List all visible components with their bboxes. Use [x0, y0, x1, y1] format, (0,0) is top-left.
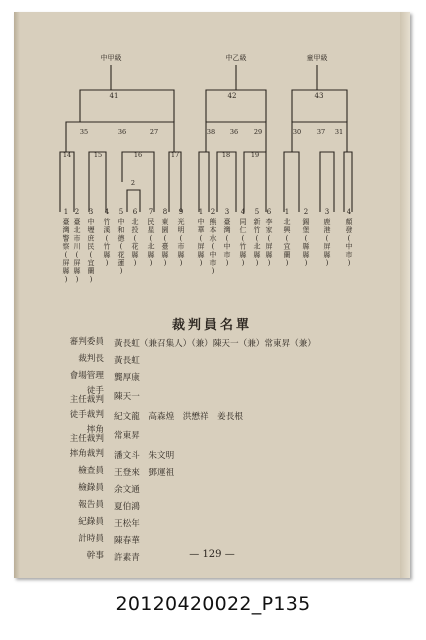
entry-name-char: 中 — [345, 242, 353, 251]
bracket-line — [244, 152, 266, 212]
page-number: — 129 — — [189, 549, 235, 560]
bracket-line — [169, 152, 181, 212]
entry-name-char: ) — [64, 275, 68, 284]
entry-name-char: 顏 — [345, 218, 353, 226]
bracket-line — [284, 152, 299, 212]
entry-name-char: ) — [105, 259, 109, 267]
official-role: 檢查員 — [78, 466, 104, 476]
entry-number: 6 — [266, 208, 272, 216]
entry-name-char: 縣 — [302, 250, 310, 259]
entry-number: 1 — [63, 208, 69, 216]
official-names: 許素青 — [114, 552, 140, 563]
entry-name-char: 臺 — [161, 242, 169, 251]
entry-name-char: 縣 — [302, 242, 310, 251]
entry-name-char: 興 — [283, 226, 291, 235]
entry-number: 3 — [324, 208, 330, 216]
official-row — [46, 480, 406, 497]
official-names: 潘文斗 朱文明 — [114, 450, 175, 461]
entry-number: 4 — [104, 208, 110, 216]
entry-name-char: 市 — [209, 259, 217, 267]
bracket-group-label: 中甲級 — [100, 54, 122, 62]
entry-number: 5 — [254, 208, 260, 216]
entry-name-char: ( — [133, 234, 137, 243]
official-role: 計時員 — [78, 534, 104, 544]
bracket-game-number: 27 — [149, 128, 159, 136]
entry-name-char: ( — [347, 234, 351, 243]
entry-name-char: ) — [89, 275, 93, 284]
entry-name-char: 錫 — [302, 218, 310, 226]
entry-name-char: 蘭 — [283, 250, 291, 259]
entry-name-char: 蘭 — [87, 267, 95, 276]
entry-name-char: 德 — [117, 234, 125, 243]
official-role: 幹事 — [86, 551, 104, 561]
official-role: 紀錄員 — [78, 517, 104, 527]
entry-name-char: 臺 — [223, 218, 231, 226]
entry-name-char: 仁 — [239, 226, 247, 235]
entry-name-char: 川 — [73, 242, 81, 251]
official-role: 徒手裁判 — [69, 410, 104, 420]
entry-name-char: ) — [211, 267, 215, 276]
official-role: 審判委員 — [69, 337, 104, 347]
entry-name-char: ( — [267, 234, 271, 243]
official-row — [46, 385, 406, 407]
entry-name-char: 花 — [117, 250, 125, 259]
entry-name-char: 中 — [223, 242, 231, 251]
official-row — [46, 424, 406, 446]
entry-name-char: 縣 — [73, 267, 81, 276]
bracket-line — [199, 152, 209, 212]
entry-name-char: 蓮 — [117, 259, 125, 267]
entry-name-char: ) — [304, 259, 308, 267]
entry-name-char: 北 — [253, 242, 261, 251]
entry-name-char: 竹 — [103, 242, 111, 251]
entry-number: 4 — [346, 208, 352, 216]
entry-name-char: ( — [304, 234, 308, 243]
entry-name-char: 縣 — [323, 250, 331, 259]
official-row — [46, 351, 406, 368]
entry-number: 3 — [224, 208, 230, 216]
official-row — [46, 407, 406, 424]
entry-name-char: 市 — [73, 234, 81, 243]
official-row — [46, 514, 406, 531]
entry-name-char: 北 — [283, 218, 291, 226]
official-names: 黃長虹 — [114, 355, 140, 366]
entry-name-char: 東 — [161, 218, 169, 226]
entry-number: 2 — [74, 208, 80, 216]
entry-name-char: 中 — [197, 218, 205, 226]
entry-name-char: ( — [89, 250, 93, 259]
entry-name-char: 縣 — [197, 250, 205, 259]
entry-name-char: 竹 — [239, 242, 247, 251]
entry-name-char: ) — [285, 259, 289, 267]
entry-name-char: ( — [163, 234, 167, 243]
official-role: 徒手 主任裁判 — [69, 386, 104, 405]
entry-name-char: 竹 — [253, 226, 261, 235]
entry-name-char: 家 — [265, 226, 273, 235]
entry-name-char: ( — [241, 234, 245, 243]
official-row — [46, 446, 406, 463]
entry-number: 2 — [210, 208, 216, 216]
entry-name-char: 警 — [62, 234, 70, 243]
entry-name-char: 市 — [223, 250, 231, 259]
bracket-game-number: 42 — [227, 92, 237, 100]
entry-name-char: 民 — [147, 218, 155, 226]
bracket-game-number: 43 — [314, 92, 324, 100]
entry-name-char: 市 — [177, 242, 185, 251]
entry-number: 1 — [198, 208, 204, 216]
officials-list — [46, 334, 406, 565]
entry-name-char: 水 — [209, 234, 217, 243]
official-names: 常東昇 — [114, 431, 140, 441]
entry-name-char: 中 — [117, 218, 125, 226]
entry-name-char: 本 — [209, 226, 217, 235]
entry-number: 6 — [132, 208, 138, 216]
entry-name-char: ( — [64, 250, 68, 259]
entry-name-char: ( — [179, 234, 183, 243]
entry-name-char: 縣 — [62, 267, 70, 276]
entry-name-char: 投 — [131, 226, 139, 235]
bracket-game-number: 41 — [109, 92, 119, 100]
bracket-line — [89, 152, 106, 212]
entry-name-char: 民 — [87, 242, 95, 251]
entry-name-char: 花 — [131, 242, 139, 251]
official-names: 紀文龍 高森煌 洪懋祥 姜長根 — [114, 411, 243, 422]
bracket-game-number: 17 — [170, 151, 180, 159]
entry-name-char: 縣 — [161, 250, 169, 259]
entry-name-char: 屏 — [323, 242, 331, 251]
official-names: 陳天一 — [114, 392, 140, 402]
entry-name-char: ) — [119, 267, 123, 276]
entry-name-char: ( — [325, 234, 329, 243]
image-caption: 20120420022_P135 — [115, 593, 311, 615]
entry-name-char: 熊 — [209, 218, 217, 226]
bracket-game-number: 37 — [316, 128, 326, 136]
entry-name-char: ) — [267, 259, 271, 267]
official-row — [46, 463, 406, 480]
entry-name-char: 縣 — [253, 250, 261, 259]
entry-name-char: 縣 — [177, 250, 185, 259]
entry-number: 4 — [240, 208, 246, 216]
bracket-line — [292, 122, 347, 152]
official-role: 報告員 — [78, 500, 104, 510]
entry-name-char: 臺 — [73, 218, 81, 226]
entry-name-char: 新 — [253, 218, 261, 226]
entry-name-char: ) — [325, 259, 329, 267]
entry-name-char: 縣 — [147, 250, 155, 259]
entry-number: 7 — [148, 208, 154, 216]
entry-name-char: ) — [225, 259, 229, 267]
entry-name-char: 北 — [73, 226, 81, 235]
bracket-group-label: 童甲級 — [306, 54, 328, 62]
bracket-game-number: 2 — [130, 179, 136, 187]
entry-name-char: ) — [75, 275, 79, 284]
entry-name-char: 壢 — [87, 226, 95, 235]
entry-name-char: ) — [163, 259, 167, 267]
bracket-group-label: 中乙級 — [225, 54, 247, 62]
entry-name-char: ) — [347, 259, 351, 267]
entry-name-char: 星 — [147, 226, 155, 235]
bracket-game-number: 18 — [221, 151, 231, 159]
entry-name-char: ) — [133, 259, 137, 267]
official-role: 會場管理 — [69, 371, 104, 381]
entry-name-char: ) — [179, 259, 183, 267]
bracket-game-number: 30 — [292, 128, 302, 136]
entry-name-char: 臺 — [62, 218, 70, 226]
entry-name-char: 市 — [345, 250, 353, 259]
officials-title: 裁判員名單 — [171, 318, 252, 333]
bracket-game-number: 15 — [93, 151, 103, 159]
bracket-game-number: 14 — [62, 151, 72, 159]
bracket-line — [320, 152, 334, 212]
entry-name-char: 縣 — [265, 250, 273, 259]
official-names: 龔厚康 — [114, 372, 140, 383]
entry-name-char: ( — [225, 234, 229, 243]
entry-name-char: 發 — [345, 226, 353, 235]
official-role: 檢錄員 — [78, 483, 104, 493]
bracket-line — [80, 90, 174, 122]
entry-name-char: 察 — [62, 242, 70, 251]
bracket-game-number: 36 — [117, 128, 127, 136]
entry-name-char: ( — [75, 250, 79, 259]
entry-name-char: 中 — [87, 218, 95, 226]
official-names: 夏伯鴻 — [114, 501, 140, 512]
entry-name-char: 屏 — [265, 242, 273, 251]
entry-name-char: 灣 — [62, 226, 70, 235]
tournament-bracket — [14, 12, 410, 312]
entry-number: 8 — [162, 208, 168, 216]
bracket-line — [217, 152, 236, 212]
bracket-game-number: 36 — [229, 128, 239, 136]
entry-name-char: 宜 — [87, 259, 95, 267]
entry-name-char: 港 — [323, 226, 331, 235]
entry-name-char: 華 — [197, 226, 205, 235]
entry-name-char: 屏 — [73, 259, 81, 267]
official-role: 裁判長 — [78, 354, 104, 364]
official-row — [46, 531, 406, 548]
bracket-game-number: 19 — [250, 151, 260, 159]
entry-name-char: 堡 — [302, 226, 310, 235]
official-names: 余文通 — [114, 484, 140, 495]
bracket-game-number: 35 — [79, 128, 89, 136]
entry-name-char: 灣 — [223, 226, 231, 235]
entry-name-char: 溪 — [103, 226, 111, 235]
entry-name-char: 縣 — [239, 250, 247, 259]
entry-number: 1 — [284, 208, 290, 216]
entry-name-char: ( — [199, 234, 203, 243]
bracket-game-number: 16 — [133, 151, 143, 159]
bracket-line — [344, 152, 352, 212]
bracket-game-number: 31 — [334, 128, 344, 136]
entry-name-char: 鹿 — [323, 218, 331, 226]
official-names: 王松年 — [114, 518, 140, 529]
official-role: 摔角裁判 — [69, 449, 104, 459]
official-row — [46, 368, 406, 385]
bracket-line — [60, 152, 74, 212]
bracket-game-number: 38 — [206, 128, 216, 136]
entry-number: 5 — [118, 208, 124, 216]
entry-name-char: ( — [105, 234, 109, 243]
entry-name-char: 園 — [161, 226, 169, 235]
book-page — [14, 12, 410, 578]
entry-name-char: 明 — [177, 226, 185, 235]
entry-name-char: 縣 — [131, 250, 139, 259]
entry-number: 3 — [88, 208, 94, 216]
entry-name-char: ( — [255, 234, 259, 243]
entry-name-char: ) — [149, 259, 153, 267]
entry-number: 2 — [303, 208, 309, 216]
entry-name-char: 北 — [147, 242, 155, 251]
entry-name-char: 北 — [131, 218, 139, 226]
entry-name-char: ) — [255, 259, 259, 267]
entry-name-char: ( — [285, 234, 289, 243]
entry-name-char: 和 — [117, 226, 125, 235]
official-names: 陳春華 — [114, 535, 140, 546]
entry-number: 9 — [178, 208, 184, 216]
entry-name-char: 中 — [209, 250, 217, 259]
bracket-line — [206, 122, 266, 152]
entry-name-char: ( — [119, 242, 123, 251]
entry-name-char: 竹 — [103, 218, 111, 226]
official-row — [46, 497, 406, 514]
entry-name-char: 李 — [265, 218, 273, 226]
official-names: 黃長虹（兼召集人）（兼）陳天一（兼）常東昇（兼） — [114, 338, 316, 349]
official-role: 摔角 主任裁判 — [69, 425, 104, 444]
entry-name-char: 屏 — [62, 259, 70, 267]
entry-name-char: ( — [149, 234, 153, 243]
official-row — [46, 334, 406, 351]
entry-name-char: 宜 — [283, 242, 291, 251]
entry-name-char: ) — [199, 259, 203, 267]
entry-name-char: 縣 — [103, 250, 111, 259]
entry-name-char: 屏 — [197, 242, 205, 251]
bracket-line — [66, 122, 174, 152]
entry-name-char: 庶 — [87, 234, 95, 243]
entry-name-char: ) — [241, 259, 245, 267]
entry-name-char: 同 — [239, 218, 247, 226]
entry-name-char: ( — [211, 242, 215, 251]
bracket-game-number: 29 — [253, 128, 263, 136]
official-names: 王登來 鄧運祖 — [114, 467, 175, 478]
entry-name-char: 光 — [177, 218, 185, 226]
